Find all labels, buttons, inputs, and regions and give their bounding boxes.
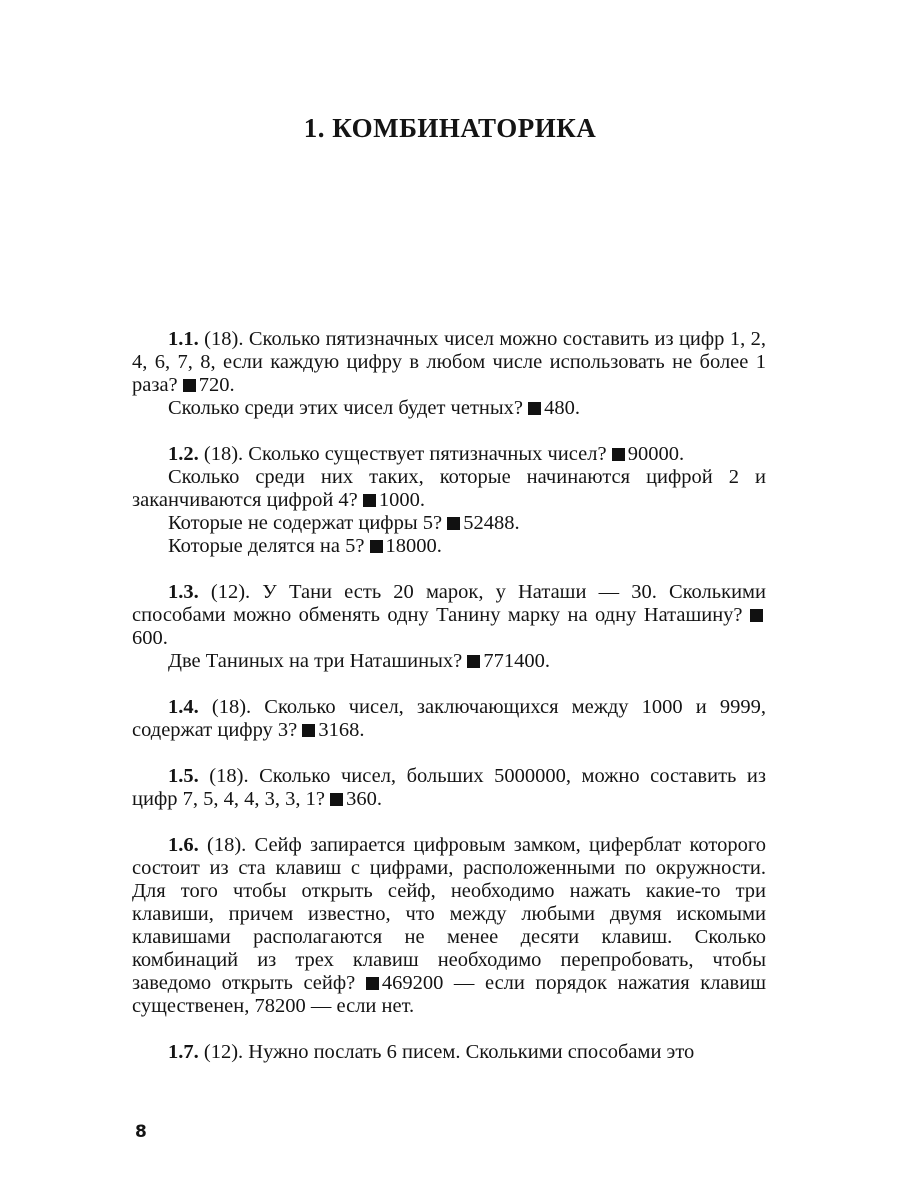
problem-answer: 52488.: [463, 512, 520, 534]
problem-paragraph: [132, 834, 766, 1018]
problem-number: 1.1.: [168, 328, 199, 350]
answer-marker-icon: [330, 793, 343, 806]
problem-answer: 18000.: [385, 535, 442, 557]
problem-1-5: [132, 765, 766, 811]
answer-marker-icon: [302, 724, 315, 737]
problem-1-7: [132, 1041, 766, 1064]
problem-number: 1.4.: [168, 696, 199, 718]
problem-number: 1.6.: [168, 834, 199, 856]
problem-text: Две Таниных на три Наташиных?: [168, 650, 468, 672]
problem-1-1: [132, 328, 766, 420]
problem-answer: 1000.: [378, 489, 426, 511]
problem-answer: 600.: [132, 627, 168, 649]
problem-paragraph: [132, 765, 766, 811]
problem-paragraph: [132, 466, 766, 512]
answer-marker-icon: [370, 540, 383, 553]
problem-text: (12). У Тани есть 20 марок, у Наташи — 30. Сколькими способами можно обменять одну Танину марку на одну Наташину?: [132, 581, 766, 626]
problem-1-4: [132, 696, 766, 742]
problem-text: Которые делятся на 5?: [168, 535, 370, 557]
answer-marker-icon: [363, 494, 376, 507]
problem-answer: 469200 — если порядок нажатия клавиш существенен, 78200 — если нет.: [132, 972, 766, 1017]
problem-paragraph: [132, 535, 766, 558]
problem-1-2: [132, 443, 766, 558]
problem-text: (18). Сколько чисел, заключающихся между 1000 и 9999, содержат цифру 3?: [132, 696, 766, 741]
problem-paragraph: [132, 581, 766, 650]
chapter-title: 1. КОМБИНАТОРИКА: [303, 113, 597, 143]
problem-paragraph: [132, 1041, 766, 1064]
problem-answer: 360.: [346, 788, 382, 810]
problem-number: 1.5.: [168, 765, 199, 787]
answer-marker-icon: [612, 448, 625, 461]
problem-paragraph: [132, 512, 766, 535]
answer-marker-icon: [366, 977, 379, 990]
problem-answer: 720.: [198, 374, 235, 396]
problem-paragraph: [132, 650, 766, 673]
page-number: 8: [135, 1122, 147, 1142]
problem-number: 1.2.: [168, 443, 199, 465]
answer-marker-icon: [528, 402, 541, 415]
problem-answer: 771400.: [483, 650, 550, 672]
problem-paragraph: [132, 397, 766, 420]
answer-marker-icon: [447, 517, 460, 530]
problem-text: (12). Нужно послать 6 писем. Сколькими способами это: [198, 1041, 695, 1063]
problem-number: 1.7.: [168, 1041, 199, 1063]
problem-text: (18). Сколько существует пятизначных чисел?: [198, 443, 612, 465]
answer-marker-icon: [183, 379, 196, 392]
problem-text: (18). Сколько пятизначных чисел можно составить из цифр 1, 2, 4, 6, 7, 8, если каждую цифру в любом числе использовать не более 1 раза?: [132, 328, 766, 396]
answer-marker-icon: [750, 609, 763, 622]
problem-paragraph: [132, 696, 766, 742]
problem-answer: 3168.: [318, 719, 365, 741]
problem-text: Сколько среди них таких, которые начинаются цифрой 2 и заканчиваются цифрой 4?: [132, 466, 766, 511]
problem-text: Которые не содержат цифры 5?: [168, 512, 448, 534]
problem-paragraph: [132, 443, 766, 466]
problem-1-6: [132, 834, 766, 1018]
problem-list: [132, 328, 766, 1087]
problem-number: 1.3.: [168, 581, 199, 603]
answer-marker-icon: [467, 655, 480, 668]
problem-1-3: [132, 581, 766, 673]
problem-answer: 480.: [544, 397, 581, 419]
problem-paragraph: [132, 328, 766, 397]
problem-text: Сколько среди этих чисел будет четных?: [168, 397, 529, 419]
problem-answer: 90000.: [627, 443, 685, 465]
problem-text: (18). Сейф запирается цифровым замком, циферблат которого состоит из ста клавиш с цифрами, расположенными по окружности. Для того чтобы открыть сейф, необходимо нажать какие-то три клавиши, причем известно, что между любыми двумя искомыми клавишами располагаются не менее десяти клавиш. Сколько комбинаций из трех клавиш необходимо перепробовать, чтобы заведомо открыть сейф?: [132, 834, 766, 994]
problem-text: (18). Сколько чисел, больших 5000000, можно составить из цифр 7, 5, 4, 4, 3, 3, 1?: [132, 765, 766, 810]
